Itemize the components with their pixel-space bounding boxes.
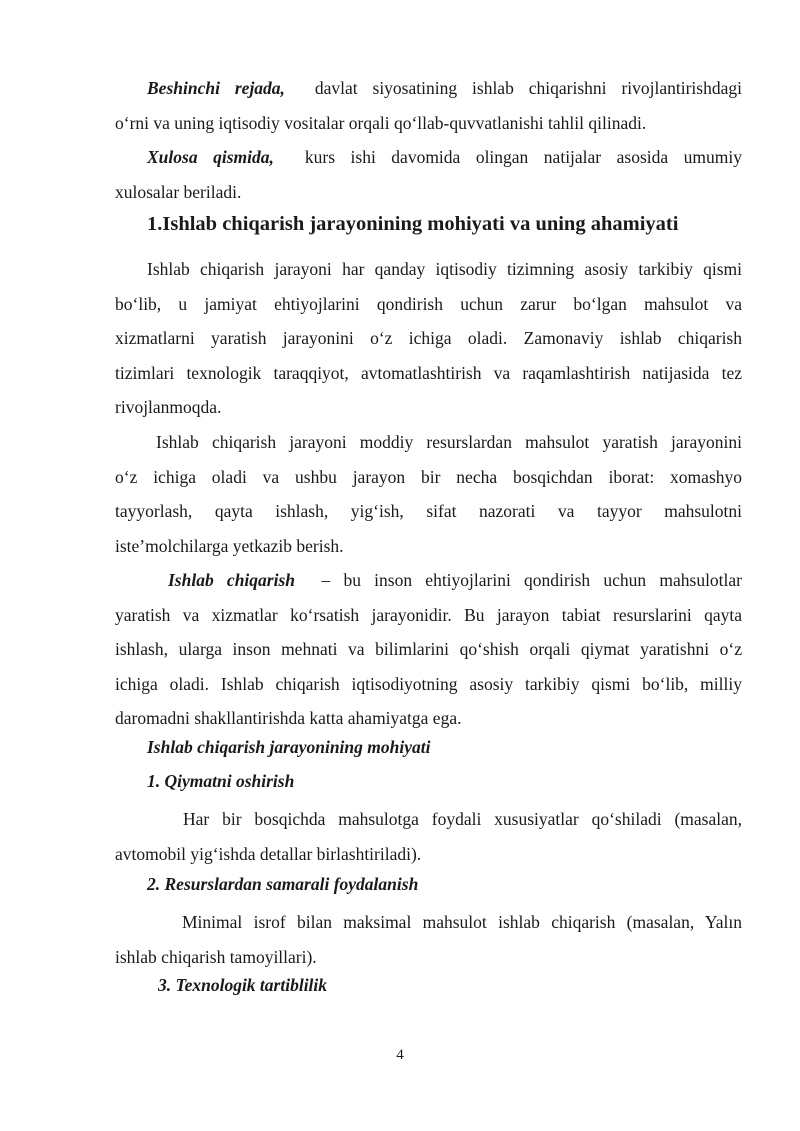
item-3-title: 3. Texnologik tartiblilik (158, 975, 328, 995)
item-2-line-2: ishlab chiqarish tamoyillari). (115, 946, 317, 967)
section-paragraph-2 (115, 425, 742, 563)
item-1-text (115, 802, 742, 871)
p1-line-4: tizimlari texnologik taraqqiyot, avtomatlashtirish va raqamlashtirish natijasida tez (115, 362, 742, 383)
intro-lead-1: Beshinchi rejada, (147, 78, 285, 98)
p2-line-3: tayyorlash, qayta ishlash, yig‘ish, sifat nazorati va tayyor mahsulotni (115, 501, 742, 522)
essence-title: Ishlab chiqarish jarayonining mohiyati (147, 737, 431, 757)
intro-paragraph-2 (115, 140, 742, 209)
item-1-line-1: Har bir bosqichda mahsulotga foydali xususiyatlar qo‘shiladi (masalan, (183, 809, 742, 829)
intro-lead-2: Xulosa qismida, (147, 147, 274, 167)
intro-line-2a: kurs ishi davomida olingan natijalar asosida umumiy (304, 147, 742, 167)
p3-line-4: ichiga oladi. Ishlab chiqarish iqtisodiyotning asosiy tarkibiy qismi bo‘lib, milliy (115, 673, 742, 694)
item-1-title: 1. Qiymatni oshirish (147, 771, 295, 791)
item-2-line-1: Minimal isrof bilan maksimal mahsulot ishlab chiqarish (masalan, Yalın (182, 912, 742, 932)
section-paragraph-3 (115, 563, 742, 736)
p1-line-3: xizmatlarni yaratish jarayonini o‘z ichiga oladi. Zamonaviy ishlab chiqarish (115, 328, 742, 349)
p1-line-5: rivojlanmoqda. (115, 397, 222, 418)
p3-line-3: ishlash, ularga inson mehnati va bilimlarini qo‘shish orqali qiymat yaratishni o‘z (115, 639, 742, 660)
p3-line-5: daromadni shakllantirishda katta ahamiyatga ega. (115, 708, 462, 729)
intro-paragraph-1 (115, 71, 742, 140)
p1-line-2: bo‘lib, u jamiyat ehtiyojlarini qondirish uchun zarur bo‘lgan mahsulot va (115, 293, 742, 314)
definition-term: Ishlab chiqarish (168, 570, 296, 590)
p2-line-4: iste’molchilarga yetkazib berish. (115, 535, 344, 556)
intro-line-1a: davlat siyosatining ishlab chiqarishni rivojlantirishdagi (314, 78, 742, 98)
section-heading: 1.Ishlab chiqarish jarayonining mohiyati va uning ahamiyati (147, 213, 679, 235)
p2-line-1: Ishlab chiqarish jarayoni moddiy resurslardan mahsulot yaratish jarayonini (156, 432, 742, 452)
intro-line-1b: o‘rni va uning iqtisodiy vositalar orqali qo‘llab-quvvatlanishi tahlil qilinadi. (115, 112, 647, 133)
item-2-text (115, 905, 742, 974)
section-paragraph-1 (115, 252, 742, 425)
p1-line-1: Ishlab chiqarish jarayoni har qanday iqtisodiy tizimning asosiy tarkibiy qismi (147, 259, 742, 279)
p3-line-2: yaratish va xizmatlar ko‘rsatish jarayonidir. Bu jarayon tabiat resurslarini qayta (115, 604, 742, 625)
item-2-title: 2. Resurslardan samarali foydalanish (147, 874, 419, 894)
p2-line-2: o‘z ichiga oladi va ushbu jarayon bir necha bosqichdan iborat: xomashyo (115, 466, 742, 487)
page-number: 4 (396, 1047, 404, 1063)
p3-line-1: – bu inson ehtiyojlarini qondirish uchun mahsulotlar (321, 570, 742, 590)
item-1-line-2: avtomobil yig‘ishda detallar birlashtiriladi). (115, 843, 422, 864)
intro-line-2b: xulosalar beriladi. (115, 181, 242, 202)
